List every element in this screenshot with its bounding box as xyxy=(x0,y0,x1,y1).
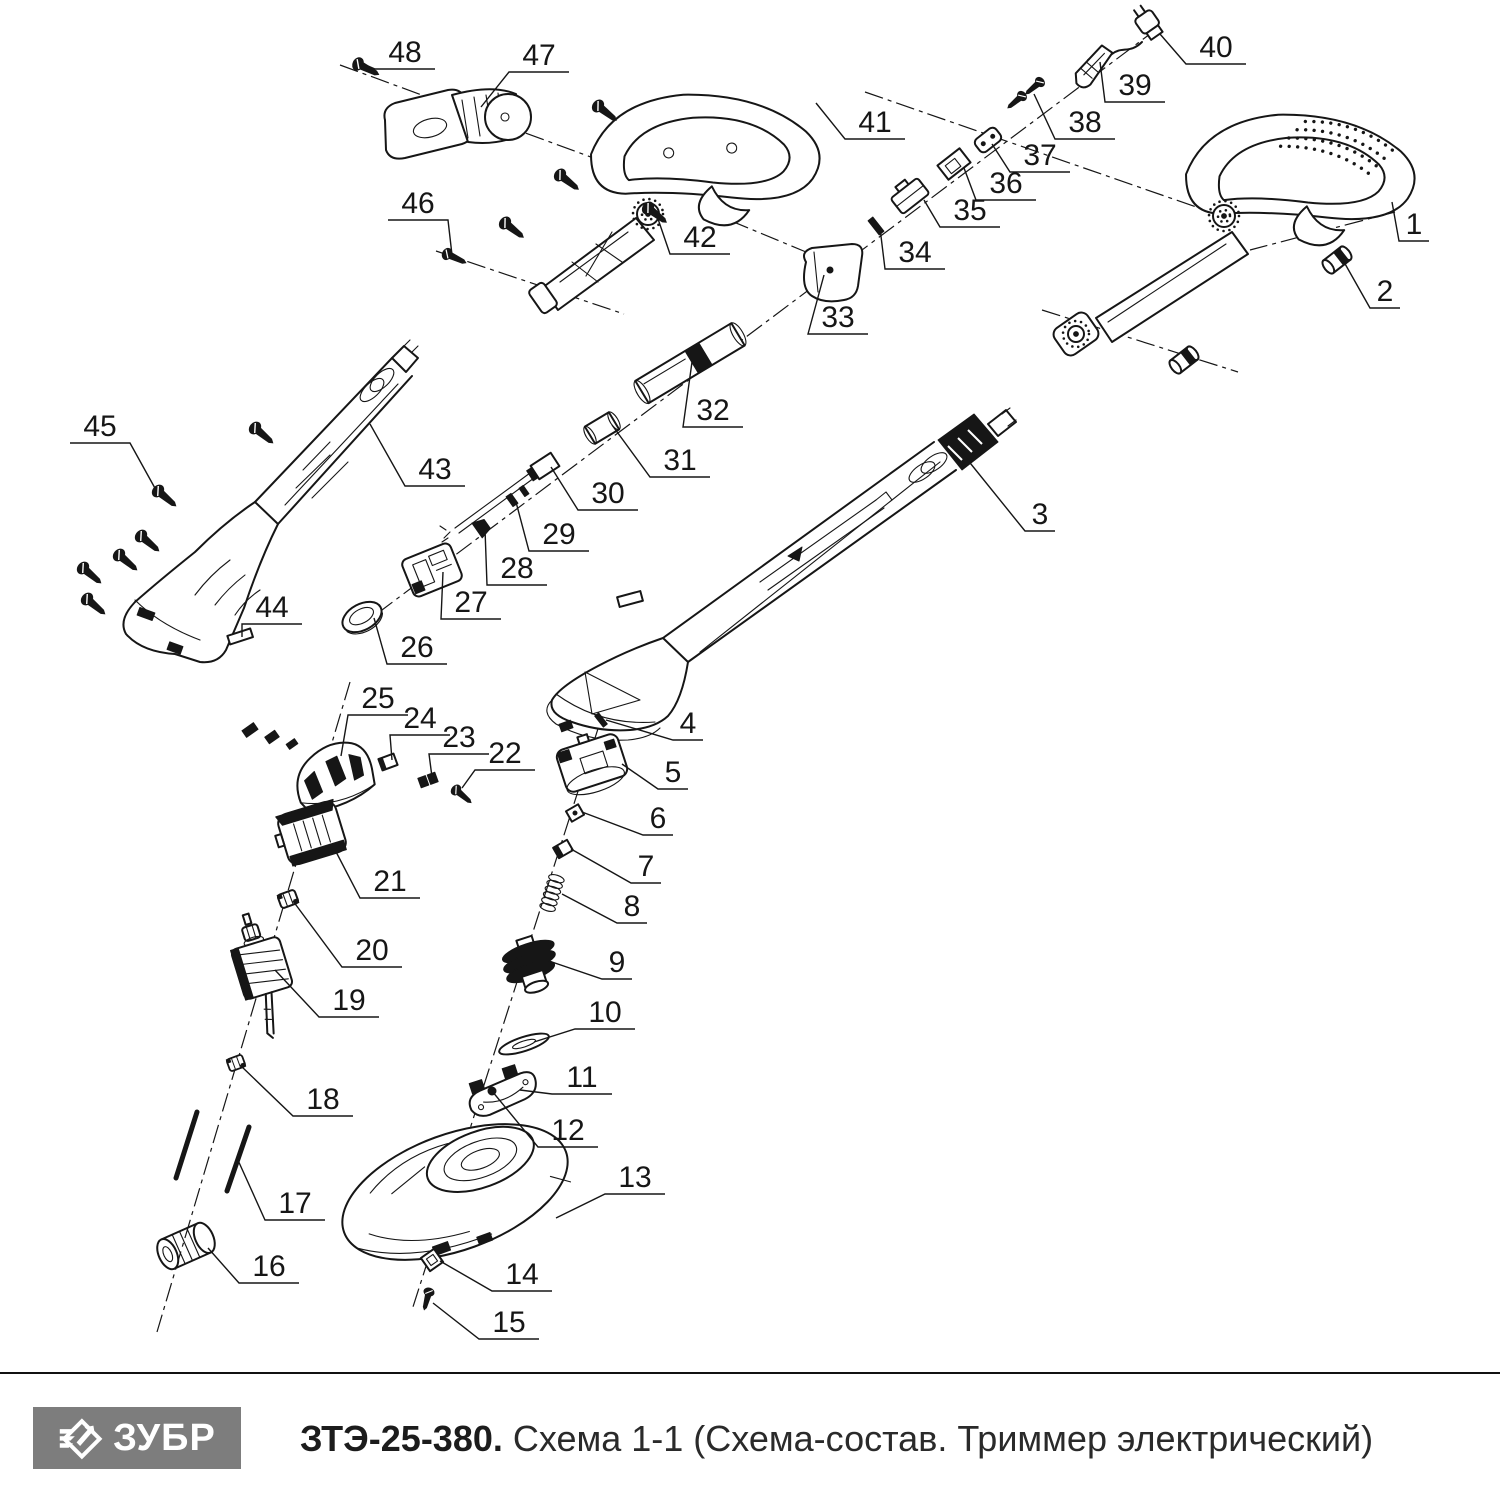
svg-text:42: 42 xyxy=(683,221,717,254)
screw-38b xyxy=(1004,89,1029,113)
svg-text:35: 35 xyxy=(953,194,987,227)
part-32-tube-segment xyxy=(631,321,749,406)
svg-text:5: 5 xyxy=(664,756,682,789)
callout-41 xyxy=(816,103,905,139)
part-17-trimmer-lines xyxy=(176,1112,249,1191)
svg-text:10: 10 xyxy=(588,996,622,1029)
svg-text:23: 23 xyxy=(442,721,476,754)
part-10-washer xyxy=(497,1029,551,1058)
svg-text:31: 31 xyxy=(663,444,697,477)
part-1-handle-shell-right xyxy=(1050,88,1424,358)
callout-6 xyxy=(582,802,673,835)
part-28-cone-bushing xyxy=(472,516,492,538)
part-31-coupler xyxy=(581,410,622,446)
callout-13 xyxy=(556,1161,665,1218)
svg-text:7: 7 xyxy=(637,850,655,883)
svg-text:44: 44 xyxy=(255,591,289,624)
svg-text:3: 3 xyxy=(1031,498,1049,531)
callout-48 xyxy=(368,36,435,69)
svg-text:28: 28 xyxy=(500,552,534,585)
caption xyxy=(300,1418,1373,1460)
svg-text:29: 29 xyxy=(542,518,576,551)
svg-text:46: 46 xyxy=(401,187,435,220)
part-37-clamp xyxy=(973,126,1003,155)
svg-text:40: 40 xyxy=(1199,31,1233,64)
part-7-bushing xyxy=(553,840,573,858)
part-8-spring xyxy=(539,873,565,913)
svg-text:17: 17 xyxy=(278,1187,312,1220)
callout-40 xyxy=(1160,31,1246,64)
svg-text:48: 48 xyxy=(388,36,422,69)
screw-41b xyxy=(551,166,583,195)
svg-text:9: 9 xyxy=(608,946,626,979)
svg-text:16: 16 xyxy=(252,1250,286,1283)
part-19-armature xyxy=(222,907,307,1042)
svg-text:39: 39 xyxy=(1118,69,1152,102)
screw-45e xyxy=(74,559,106,589)
svg-text:36: 36 xyxy=(989,167,1023,200)
part-11-spool-cover xyxy=(462,1060,541,1120)
callout-24 xyxy=(390,702,450,760)
brand-name: ЗУБР xyxy=(113,1417,216,1459)
svg-text:45: 45 xyxy=(83,410,117,443)
callout-8 xyxy=(562,890,647,923)
callout-39 xyxy=(1100,62,1165,102)
screw-45d xyxy=(110,546,142,576)
callout-15 xyxy=(433,1303,539,1339)
svg-text:24: 24 xyxy=(403,702,437,735)
svg-text:27: 27 xyxy=(454,586,488,619)
svg-text:14: 14 xyxy=(505,1258,539,1291)
callout-9 xyxy=(549,946,632,979)
part-36-terminal-block xyxy=(937,148,970,179)
svg-text:6: 6 xyxy=(649,802,667,835)
svg-text:18: 18 xyxy=(306,1083,340,1116)
callout-14 xyxy=(440,1258,552,1291)
part-35-switch xyxy=(887,173,930,214)
svg-text:30: 30 xyxy=(591,477,625,510)
part-41-handle-shell-left xyxy=(528,68,830,315)
part-25-fan-cap xyxy=(242,723,380,816)
screw-45f xyxy=(78,590,110,620)
svg-text:47: 47 xyxy=(522,39,556,72)
svg-text:1: 1 xyxy=(1405,208,1423,241)
svg-text:38: 38 xyxy=(1068,106,1102,139)
model-number: ЗТЭ-25-380. xyxy=(300,1418,503,1459)
callout-38 xyxy=(1034,94,1115,139)
part-5-gear-housing xyxy=(553,726,632,801)
brand-logo xyxy=(33,1407,241,1469)
part-47-aux-handle-bracket xyxy=(384,89,531,158)
svg-text:41: 41 xyxy=(858,106,892,139)
svg-text:11: 11 xyxy=(566,1061,598,1094)
svg-text:34: 34 xyxy=(898,236,932,269)
callout-18 xyxy=(240,1065,353,1116)
part-26-ring xyxy=(337,596,387,640)
part-16-collar xyxy=(153,1220,219,1273)
callout-43 xyxy=(370,424,465,486)
svg-text:21: 21 xyxy=(373,865,407,898)
callout-2 xyxy=(1344,262,1400,308)
part-34-pin xyxy=(868,217,884,235)
part-21-stator xyxy=(270,799,348,868)
svg-text:25: 25 xyxy=(361,682,395,715)
callout-23 xyxy=(429,721,489,777)
svg-text:12: 12 xyxy=(551,1114,585,1147)
zubr-arrow-icon xyxy=(58,1415,104,1461)
svg-text:32: 32 xyxy=(696,394,730,427)
svg-text:8: 8 xyxy=(623,890,641,923)
svg-text:20: 20 xyxy=(355,934,389,967)
svg-text:22: 22 xyxy=(488,737,522,770)
svg-text:26: 26 xyxy=(400,631,434,664)
part-9-spool xyxy=(496,930,566,1000)
callout-46 xyxy=(388,187,452,255)
svg-text:33: 33 xyxy=(821,301,855,334)
center-axes xyxy=(157,28,1395,1332)
screw-15 xyxy=(419,1286,436,1312)
screw-41c xyxy=(496,214,528,243)
svg-text:4: 4 xyxy=(679,707,697,740)
callout-5 xyxy=(622,756,688,789)
callout-26 xyxy=(374,618,447,664)
parts-artwork xyxy=(74,2,1424,1312)
svg-text:2: 2 xyxy=(1376,275,1394,308)
part-33-trigger xyxy=(804,244,862,301)
part-24-clip xyxy=(378,754,397,771)
svg-text:19: 19 xyxy=(332,984,366,1017)
screw-45c xyxy=(132,527,164,557)
callout-45 xyxy=(70,410,156,490)
svg-text:43: 43 xyxy=(418,453,452,486)
callout-7 xyxy=(571,849,661,883)
callout-31 xyxy=(612,425,710,477)
part-13-guard xyxy=(324,1097,585,1287)
callout-20 xyxy=(293,901,402,967)
screw-22 xyxy=(449,782,476,807)
svg-text:15: 15 xyxy=(492,1306,526,1339)
callout-34 xyxy=(880,228,945,269)
part-20-bearing xyxy=(277,889,299,908)
screw-46 xyxy=(440,246,469,269)
footer xyxy=(0,1372,1500,1500)
svg-text:37: 37 xyxy=(1023,139,1057,172)
part-39-cord-sleeve xyxy=(1074,45,1115,88)
callout-28 xyxy=(485,529,547,585)
screw-48 xyxy=(350,55,383,81)
part-23-contact xyxy=(418,772,438,788)
callout-21 xyxy=(333,846,420,898)
callout-16 xyxy=(208,1248,299,1283)
part-18-bearing xyxy=(226,1054,246,1071)
callout-17 xyxy=(237,1158,325,1220)
part-3-lower-boom-assembly xyxy=(547,408,1016,748)
screw-45a xyxy=(246,419,278,449)
schema-title: Схема 1-1 (Схема-состав. Триммер электрический) xyxy=(502,1418,1374,1459)
svg-text:13: 13 xyxy=(618,1161,652,1194)
